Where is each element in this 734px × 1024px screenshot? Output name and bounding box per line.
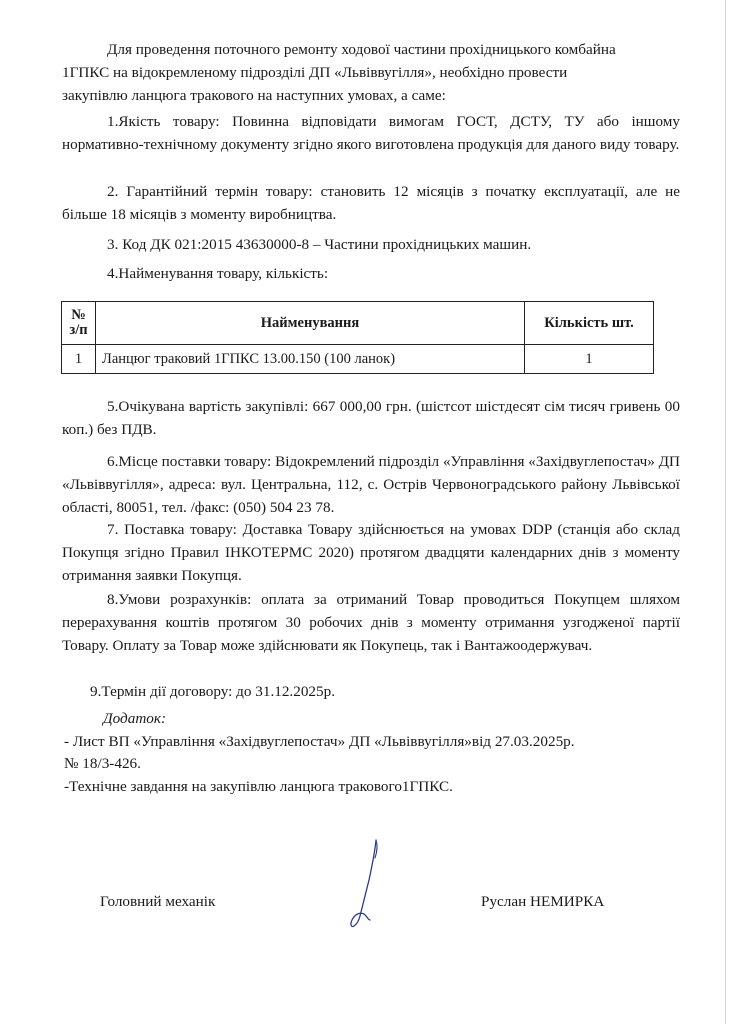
intro-line-2: 1ГПКС на відокремленому підрозділі ДП «Львіввугілля», необхідно провести [62,64,568,81]
item-naming: 4.Найменування товару, кількість: [107,265,329,282]
intro-line-3: закупівлю ланцюга тракового на наступних умовах, а саме: [62,87,446,104]
item-place: 6.Місце поставки товару: Відокремлений підрозділ «Управління «Західвуглепостач» ДП «Львіввугілля», адреса: вул. Центральна, 112, с. Острів Червоноградського району Львівської області, 80051, тел. /факс: (050) 504 23 78. [62,453,680,516]
item-payment: 8.Умови розрахунків: оплата за отриманий Товар проводиться Покупцем шляхом перерахування коштів протягом 30 робочих днів з моменту отримання узгодженої партії Товару. Оплату за Товар може здійснювати як Покупець, так і Вантажоодержувач. [62,591,680,654]
intro-paragraph [62,38,680,107]
row-number-cell: 1 [62,345,96,374]
item-quality: 1.Якість товару: Повинна відповідати вимогам ГОСТ, ДСТУ, ТУ або іншому нормативно-технічному документу згідно якого виготовлена продукція для даного виду товару. [62,113,680,153]
row-quantity-cell: 1 [525,345,654,374]
table-header-row [62,302,654,345]
handwritten-signature [342,832,388,932]
signatory-name: Руслан НЕМИРКА [481,893,605,910]
attachment-line-1: - Лист ВП «Управління «Західвуглепостач» ДП «Львіввугілля»від 27.03.2025р. [64,733,575,750]
attachments-title: Додаток: [103,710,167,727]
row-name-cell: Ланцюг траковий 1ГПКС 13.00.150 (100 ланок) [96,345,525,374]
intro-line-1: Для проведення поточного ремонту ходової частини прохідницького комбайна [107,41,616,58]
signatory-role: Головний механік [100,893,216,910]
header-number: № з/п [62,302,96,345]
item-code: 3. Код ДК 021:2015 43630000-8 – Частини прохідницьких машин. [107,236,532,253]
attachment-line-3: -Технічне завдання на закупівлю ланцюга тракового1ГПКС. [64,778,453,795]
item-term: 9.Термін дії договору: до 31.12.2025р. [90,683,335,700]
scan-edge-line [725,0,726,1024]
table-row [62,345,654,374]
item-cost: 5.Очікувана вартість закупівлі: 667 000,00 грн. (шістсот шістдесят сім тисяч гривень 00 коп.) без ПДВ. [62,398,680,438]
header-quantity: Кількість шт. [525,302,654,345]
header-name: Найменування [96,302,525,345]
item-delivery: 7. Поставка товару: Доставка Товару здійснюється на умовах DDP (станція або склад Покупця згідно Правил ІНКОТЕРМС 2020) протягом двадцяти календарних днів з моменту отримання заявки Покупця. [62,521,680,584]
item-warranty: 2. Гарантійний термін товару: становить 12 місяців з початку експлуатації, але не більше 18 місяців з моменту виробництва. [62,183,680,223]
goods-table [61,301,654,374]
attachment-line-2: № 18/3-426. [64,755,141,772]
